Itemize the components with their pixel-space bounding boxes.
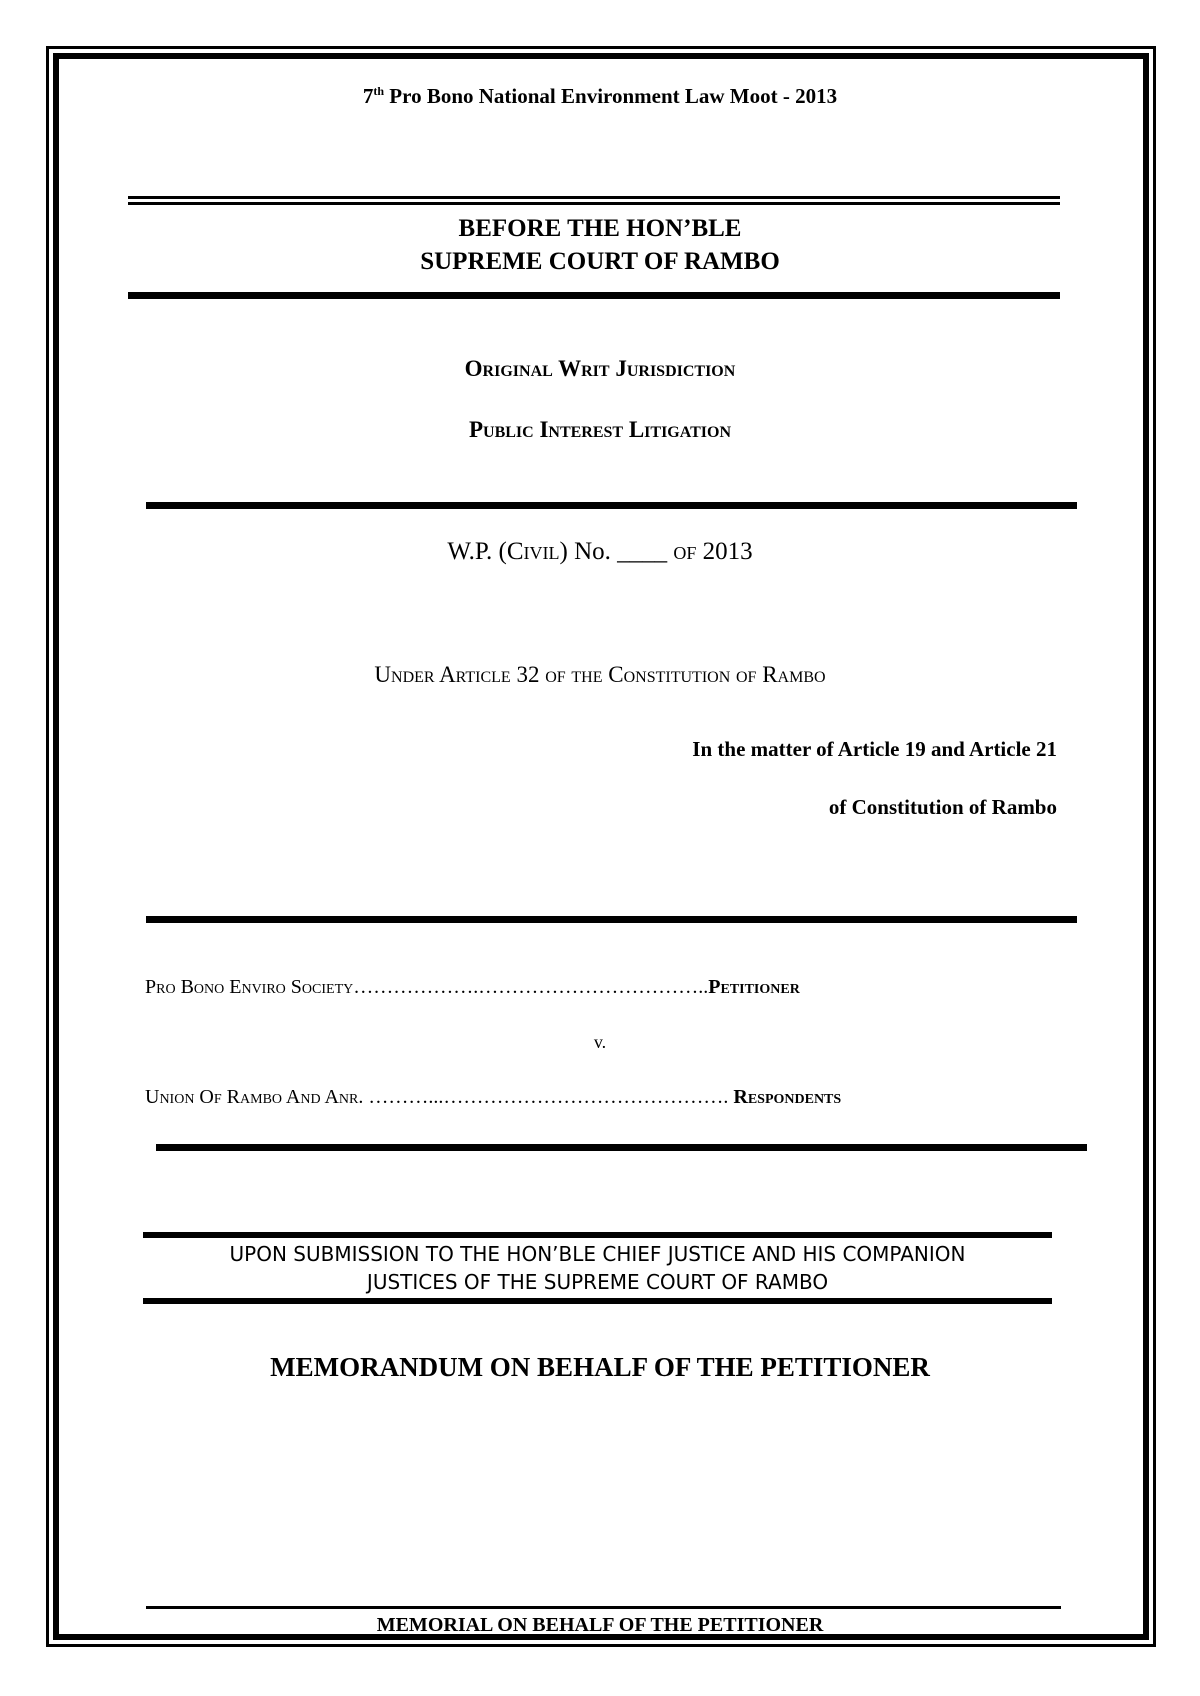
constitution-article: Under Article 32 of the Constitution of Rambo (374, 662, 826, 687)
respondent-line (145, 1086, 841, 1109)
footer-rule (146, 1606, 1061, 1609)
court-top-rule-upper (128, 196, 1060, 199)
parties-bottom-rule (156, 1144, 1087, 1151)
case-number-year: 2013 (702, 538, 753, 565)
moot-header (0, 84, 1200, 109)
petitioner-name: Pro Bono Enviro Society (145, 976, 354, 998)
court-bottom-rule (128, 292, 1060, 299)
respondent-dots: ………...……………………………………. (363, 1086, 734, 1108)
litigation-type: Public Interest Litigation (468, 417, 732, 442)
petitioner-line (145, 976, 800, 999)
case-number-type: Civil (506, 538, 560, 565)
moot-title: Pro Bono National Environment Law Moot - 2013 (389, 84, 838, 108)
memorandum-title: MEMORANDUM ON BEHALF OF THE PETITIONER (270, 1352, 930, 1382)
submission-top-rule (143, 1232, 1052, 1238)
submission-bottom-rule (143, 1298, 1052, 1304)
jurisdiction-type: Original Writ Jurisdiction (464, 356, 736, 381)
court-heading (0, 212, 1200, 278)
case-number-prefix: W.P. ( (447, 538, 507, 565)
submission-line1: UPON SUBMISSION TO THE HON’BLE CHIEF JUSTICE AND HIS COMPANION (229, 1242, 966, 1266)
case-top-rule (146, 502, 1077, 509)
court-heading-line2: SUPREME COURT OF RAMBO (420, 248, 780, 275)
moot-ordinal-number: 7 (362, 84, 374, 108)
respondent-name: Union Of Rambo And Anr. (145, 1086, 364, 1108)
petitioner-dots: ……………….…………………………….. (353, 976, 709, 998)
case-number (0, 538, 1200, 566)
submission-text (145, 1240, 1050, 1296)
parties-top-rule (146, 916, 1077, 923)
court-heading-line1: BEFORE THE HON’BLE (458, 215, 742, 242)
case-number-blank: ____ (617, 538, 668, 565)
versus: v. (593, 1032, 607, 1052)
respondent-role: Respondents (733, 1086, 842, 1108)
matter-line-2: of Constitution of Rambo (828, 795, 1057, 819)
court-top-rule-lower (128, 202, 1060, 205)
moot-ordinal-suffix: th (373, 84, 385, 98)
petitioner-role: Petitioner (708, 976, 800, 998)
footer-text: MEMORIAL ON BEHALF OF THE PETITIONER (376, 1614, 824, 1636)
submission-line2: JUSTICES OF THE SUPREME COURT OF RAMBO (366, 1270, 829, 1294)
matter-line-1: In the matter of Article 19 and Article 21 (692, 737, 1057, 761)
case-number-mid: ) No. (559, 538, 618, 565)
case-number-of: of (667, 538, 703, 565)
